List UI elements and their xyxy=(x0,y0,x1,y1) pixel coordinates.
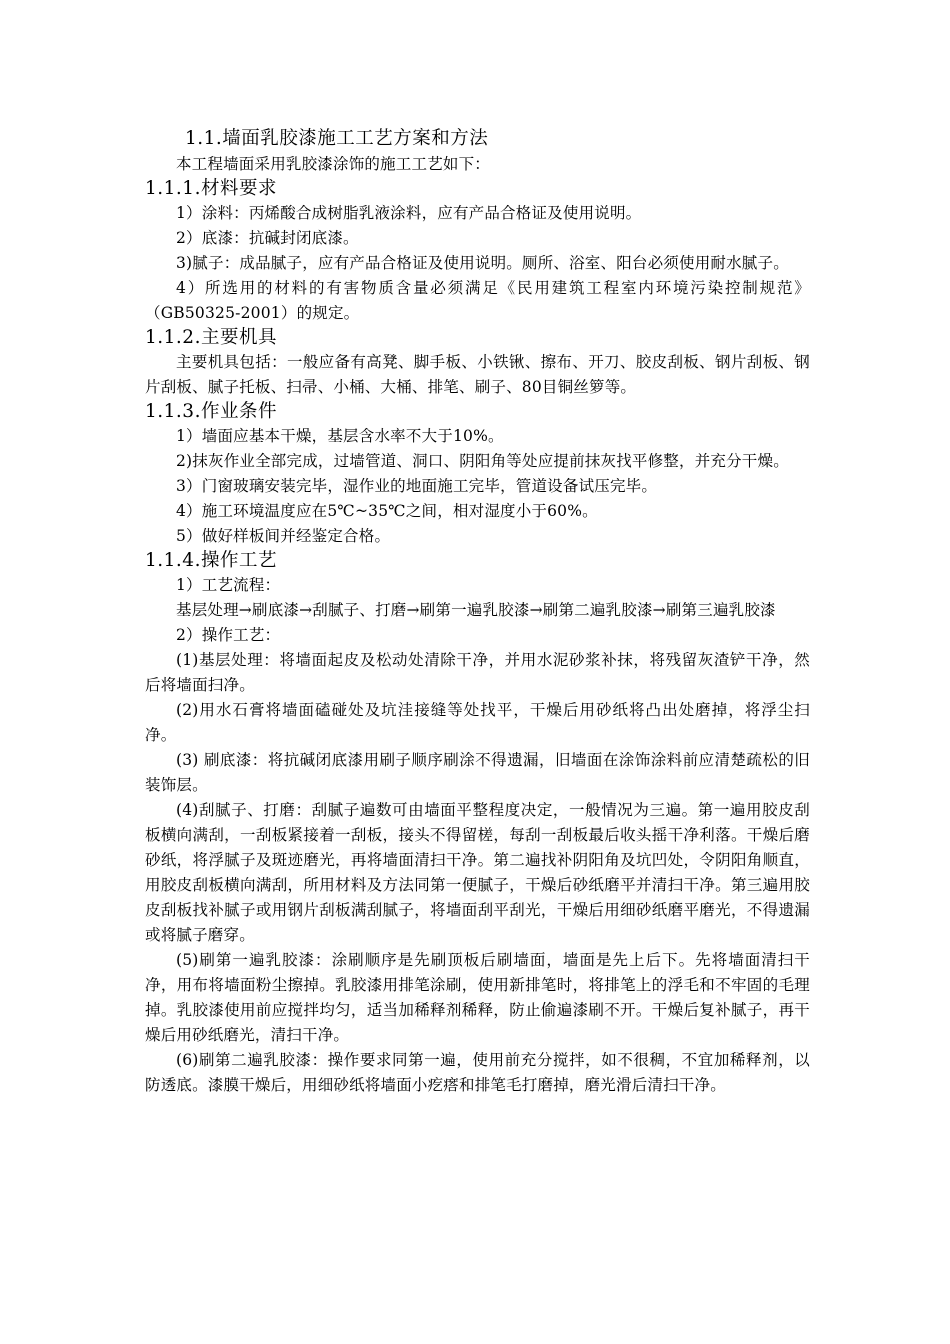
process-steps-label: 2）操作工艺： xyxy=(176,626,281,644)
process-step-6: (6)刷第二遍乳胶漆：操作要求同第一遍，使用前充分搅拌，如不很稠，不宜加稀释剂，以防透底。漆膜干燥后，用细砂纸将墙面小疙瘩和排笔毛打磨掉，磨光滑后清扫干净。 xyxy=(145,1051,810,1094)
process-step-5: (5)刷第一遍乳胶漆：涂刷顺序是先刷顶板后刷墙面，墙面是先上后下。先将墙面清扫干净，用布将墙面粉尘擦掉。乳胶漆用排笔涂刷，使用新排笔时，将排笔上的浮毛和不牢固的毛理掉。乳胶漆使用前应搅拌均匀，适当加稀释剂稀释，防止偷遍漆刷不开。干燥后复补腻子，再干燥后用砂纸磨光，清扫干净。 xyxy=(145,951,810,1044)
section-heading-process: 1.1.4.操作工艺 xyxy=(145,550,277,571)
process-step-4: (4)刮腻子、打磨：刮腻子遍数可由墙面平整程度决定，一般情况为三遍。第一遍用胶皮刮板横向满刮，一刮板紧接着一刮板，接头不得留槎，每刮一刮板最后收头摇干净利落。干燥后磨砂纸，将浮腻子及斑迹磨光，再将墙面清扫干净。第二遍找补阴阳角及坑凹处，令阴阳角顺直，用胶皮刮板横向满刮，所用材料及方法同第一便腻子，干燥后砂纸磨平并清扫干净。第三遍用胶皮刮板找补腻子或用钢片刮板满刮腻子，将墙面刮平刮光，干燥后用细砂纸磨平磨光，不得遗漏或将腻子磨穿。 xyxy=(145,801,810,944)
intro-paragraph: 本工程墙面采用乳胶漆涂饰的施工工艺如下： xyxy=(176,155,491,173)
conditions-item-4: 4）施工环境温度应在5℃~35℃之间，相对湿度小于60%。 xyxy=(176,502,598,520)
materials-item-3: 3)腻子：成品腻子，应有产品合格证及使用说明。厕所、浴室、阳台必须使用耐水腻子。 xyxy=(176,254,789,272)
conditions-item-5: 5）做好样板间并经鉴定合格。 xyxy=(176,527,391,545)
materials-item-1: 1）涂料：丙烯酸合成树脂乳液涂料，应有产品合格证及使用说明。 xyxy=(176,204,642,222)
conditions-item-2: 2)抹灰作业全部完成，过墙管道、洞口、阴阳角等处应提前抹灰找平修整，并充分干燥。 xyxy=(176,452,789,470)
conditions-item-1: 1）墙面应基本干燥，基层含水率不大于10%。 xyxy=(176,427,504,445)
section-heading-materials: 1.1.1.材料要求 xyxy=(145,178,277,199)
section-heading-conditions: 1.1.3.作业条件 xyxy=(145,401,277,422)
document-page xyxy=(145,126,810,1098)
section-heading-tools: 1.1.2.主要机具 xyxy=(145,327,277,348)
materials-item-4: 4）所选用的材料的有害物质含量必须满足《民用建筑工程室内环境污染控制规范》（GB50325-2001）的规定。 xyxy=(145,279,810,322)
conditions-item-3: 3）门窗玻璃安装完毕，湿作业的地面施工完毕，管道设备试压完毕。 xyxy=(176,477,658,495)
document-title: 1.1.墙面乳胶漆施工工艺方案和方法 xyxy=(185,128,489,149)
process-step-2: (2)用水石膏将墙面磕碰处及坑洼接缝等处找平，干燥后用砂纸将凸出处磨掉，将浮尘扫净。 xyxy=(145,701,810,744)
materials-item-2: 2）底漆：抗碱封闭底漆。 xyxy=(176,229,359,247)
process-flow-label: 1）工艺流程： xyxy=(176,576,281,594)
process-step-1: (1)基层处理：将墙面起皮及松动处清除干净，并用水泥砂浆补抹，将残留灰渣铲干净，然后将墙面扫净。 xyxy=(145,651,810,694)
tools-paragraph: 主要机具包括：一般应备有高凳、脚手板、小铁锹、擦布、开刀、胶皮刮板、钢片刮板、钢片刮板、腻子托板、扫帚、小桶、大桶、排笔、刷子、80目铜丝箩等。 xyxy=(145,353,810,396)
process-flow: 基层处理→刷底漆→刮腻子、打磨→刷第一遍乳胶漆→刷第二遍乳胶漆→刷第三遍乳胶漆 xyxy=(176,601,776,619)
process-step-3: (3) 刷底漆：将抗碱闭底漆用刷子顺序刷涂不得遗漏，旧墙面在涂饰涂料前应清楚疏松的旧装饰层。 xyxy=(145,751,810,794)
